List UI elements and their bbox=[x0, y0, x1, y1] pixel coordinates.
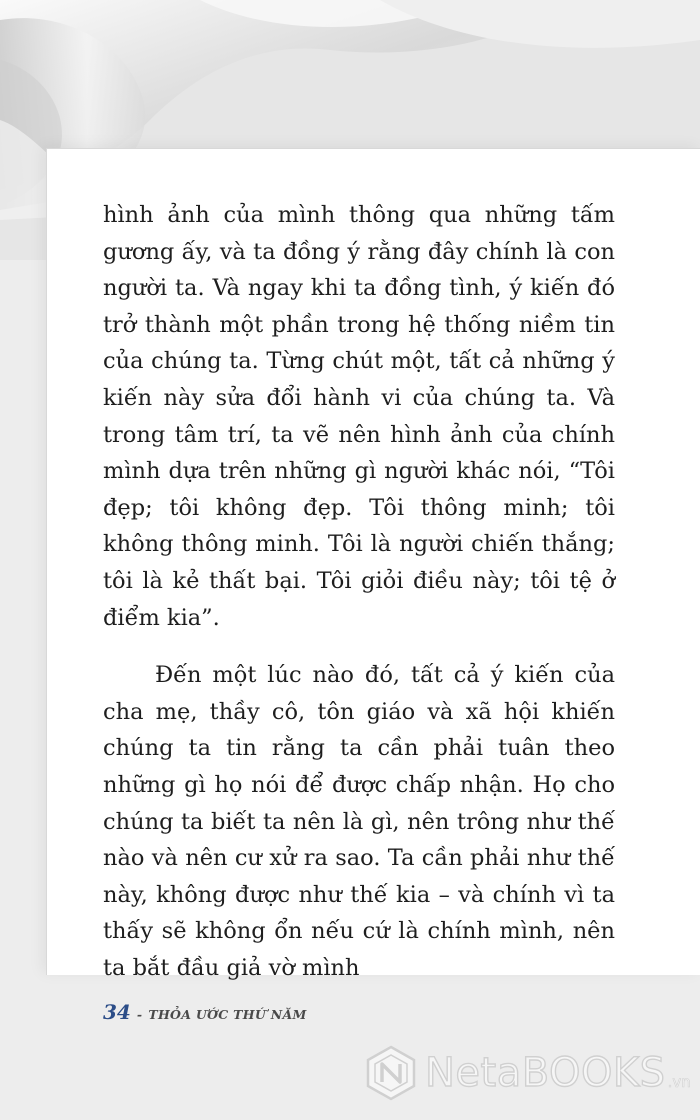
page-number: 34 bbox=[103, 1000, 131, 1024]
footer-separator: - bbox=[136, 1007, 143, 1022]
neta-n-logo-icon bbox=[365, 1045, 417, 1101]
body-text bbox=[103, 197, 615, 986]
watermark bbox=[365, 1043, 691, 1103]
watermark-suffix: .vn bbox=[667, 1073, 691, 1091]
paragraph: hình ảnh của mình thông qua những tấm gương ấy, và ta đồng ý rằng đây chính là con người ta. Và ngay khi ta đồng tình, ý kiến đó trở thành một phần trong hệ thống niềm tin của chúng ta. Từng chút một, tất cả những ý kiến này sửa đổi hành vi của chúng ta. Và trong tâm trí, ta vẽ nên hình ảnh của chính mình dựa trên những gì người khác nói, “Tôi đẹp; tôi không đẹp. Tôi thông minh; tôi không thông minh. Tôi là người chiến thắng; tôi là kẻ thất bại. Tôi giỏi điều này; tôi tệ ở điểm kia”. bbox=[103, 202, 615, 631]
watermark-brand: NetaBOOKS bbox=[425, 1050, 666, 1096]
paragraph: Đến một lúc nào đó, tất cả ý kiến của cha mẹ, thầy cô, tôn giáo và xã hội khiến chúng ta tin rằng ta cần phải tuân theo những gì họ nói để được chấp nhận. Họ cho chúng ta biết ta nên là gì, nên trông như thế nào và nên cư xử ra sao. Ta cần phải như thế này, không được như thế kia – và chính vì ta thấy sẽ không ổn nếu cứ là chính mình, nên ta bắt đầu giả vờ mình bbox=[103, 662, 615, 981]
chapter-title: THỎA ƯỚC THỨ NĂM bbox=[148, 1007, 307, 1022]
page-footer bbox=[103, 1000, 307, 1028]
